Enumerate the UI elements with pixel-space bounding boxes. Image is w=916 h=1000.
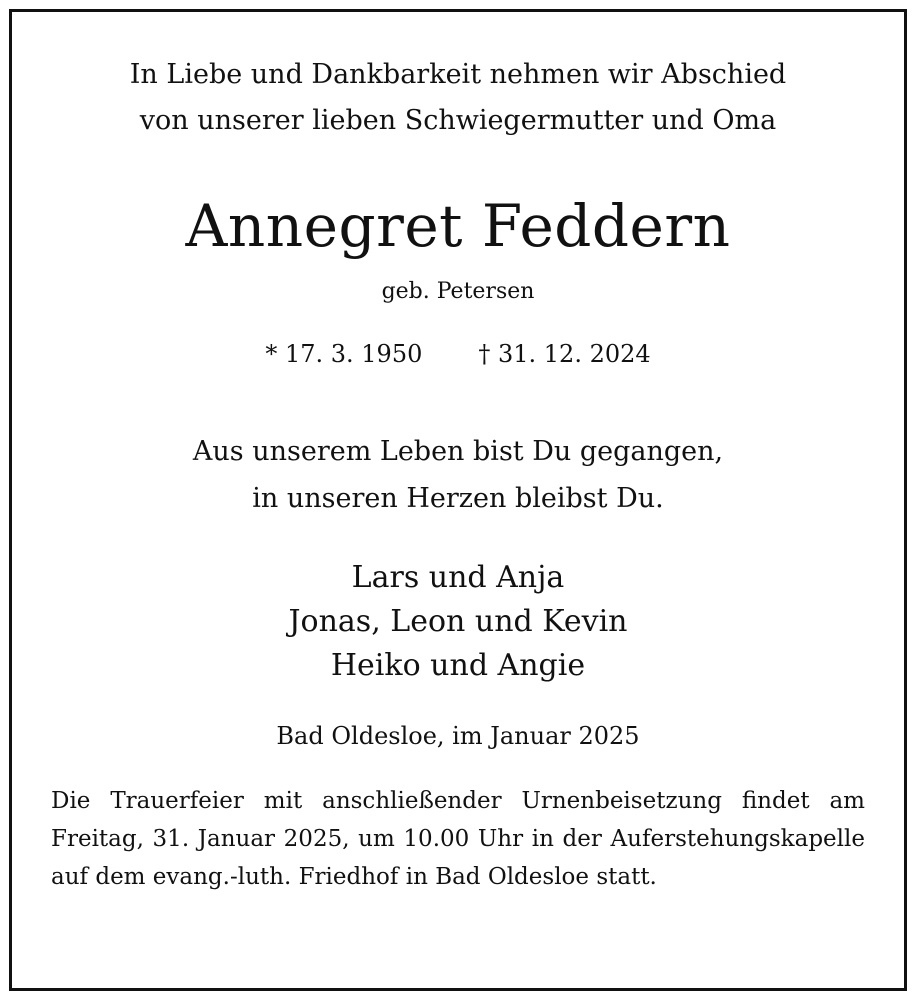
intro-text (0, 52, 916, 144)
verse-line-1: Aus unserem Leben bist Du gegangen, (192, 436, 724, 467)
intro-line-1: In Liebe und Dankbarkeit nehmen wir Abschied (129, 59, 787, 90)
memorial-verse (0, 428, 916, 522)
place-and-date: Bad Oldesloe, im Januar 2025 (276, 722, 640, 750)
death-date: † 31. 12. 2024 (478, 340, 651, 368)
mourner-line: Lars und Anja (351, 560, 565, 595)
verse-line-2: in unseren Herzen bleibst Du. (252, 483, 664, 514)
ceremony-info: Die Trauerfeier mit anschließender Urnenbeisetzung findet am Freitag, 31. Januar 2025, um 10.00 Uhr in der Auferstehungskapelle auf dem evang.-luth. Friedhof in Bad Oldesloe statt. (51, 788, 865, 890)
birth-date: * 17. 3. 1950 (265, 340, 423, 368)
mourner-line: Jonas, Leon und Kevin (288, 604, 628, 639)
life-dates (0, 336, 916, 372)
mourners-list (0, 556, 916, 688)
mourner-line: Heiko und Angie (330, 648, 586, 683)
intro-line-2: von unserer lieben Schwiegermutter und Oma (139, 105, 777, 136)
deceased-name: Annegret Feddern (185, 192, 731, 260)
maiden-name: geb. Petersen (381, 279, 535, 304)
